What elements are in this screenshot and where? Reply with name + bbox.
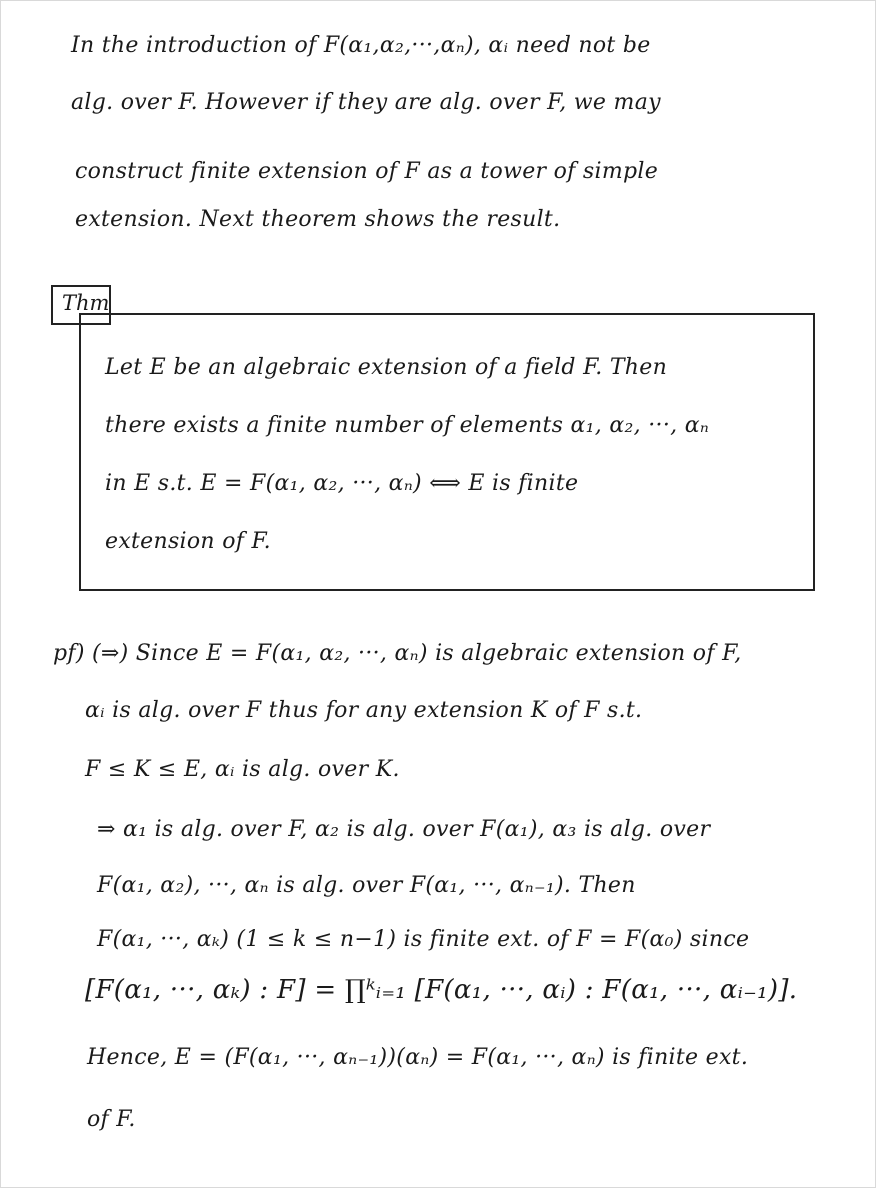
intro-line-1: In the introduction of F(α₁,α₂,···,αₙ), αᵢ need not be (71, 33, 651, 58)
proof-line-7: [F(α₁, ···, αₖ) : F] = ∏ᵏᵢ₌₁ [F(α₁, ···, αᵢ) : F(α₁, ···, αᵢ₋₁)]. (85, 975, 798, 1005)
theorem-line-4: extension of F. (105, 529, 271, 554)
proof-line-3: F ≤ K ≤ E, αᵢ is alg. over K. (85, 757, 400, 782)
proof-line-4: ⇒ α₁ is alg. over F, α₂ is alg. over F(α₁), α₃ is alg. over (97, 817, 711, 842)
proof-line-1: pf) (⇒) Since E = F(α₁, α₂, ···, αₙ) is algebraic extension of F, (53, 641, 742, 666)
theorem-label: Thm (51, 285, 111, 325)
proof-line-2: αᵢ is alg. over F thus for any extension K of F s.t. (85, 698, 643, 723)
theorem-line-3: in E s.t. E = F(α₁, α₂, ···, αₙ) ⟺ E is finite (105, 471, 579, 496)
theorem-line-1: Let E be an algebraic extension of a field F. Then (105, 355, 668, 380)
proof-line-5: F(α₁, α₂), ···, αₙ is alg. over F(α₁, ···, αₙ₋₁). Then (97, 873, 636, 898)
intro-line-2: alg. over F. However if they are alg. over F, we may (71, 90, 661, 115)
proof-line-6: F(α₁, ···, αₖ) (1 ≤ k ≤ n−1) is finite ext. of F = F(α₀) since (97, 927, 750, 952)
proof-line-8: Hence, E = (F(α₁, ···, αₙ₋₁))(αₙ) = F(α₁, ···, αₙ) is finite ext. (87, 1045, 749, 1070)
intro-line-4: extension. Next theorem shows the result. (75, 207, 561, 232)
theorem-line-2: there exists a finite number of elements α₁, α₂, ···, αₙ (105, 413, 710, 438)
proof-line-9: of F. (87, 1107, 136, 1132)
intro-line-3: construct finite extension of F as a tower of simple (75, 159, 659, 184)
